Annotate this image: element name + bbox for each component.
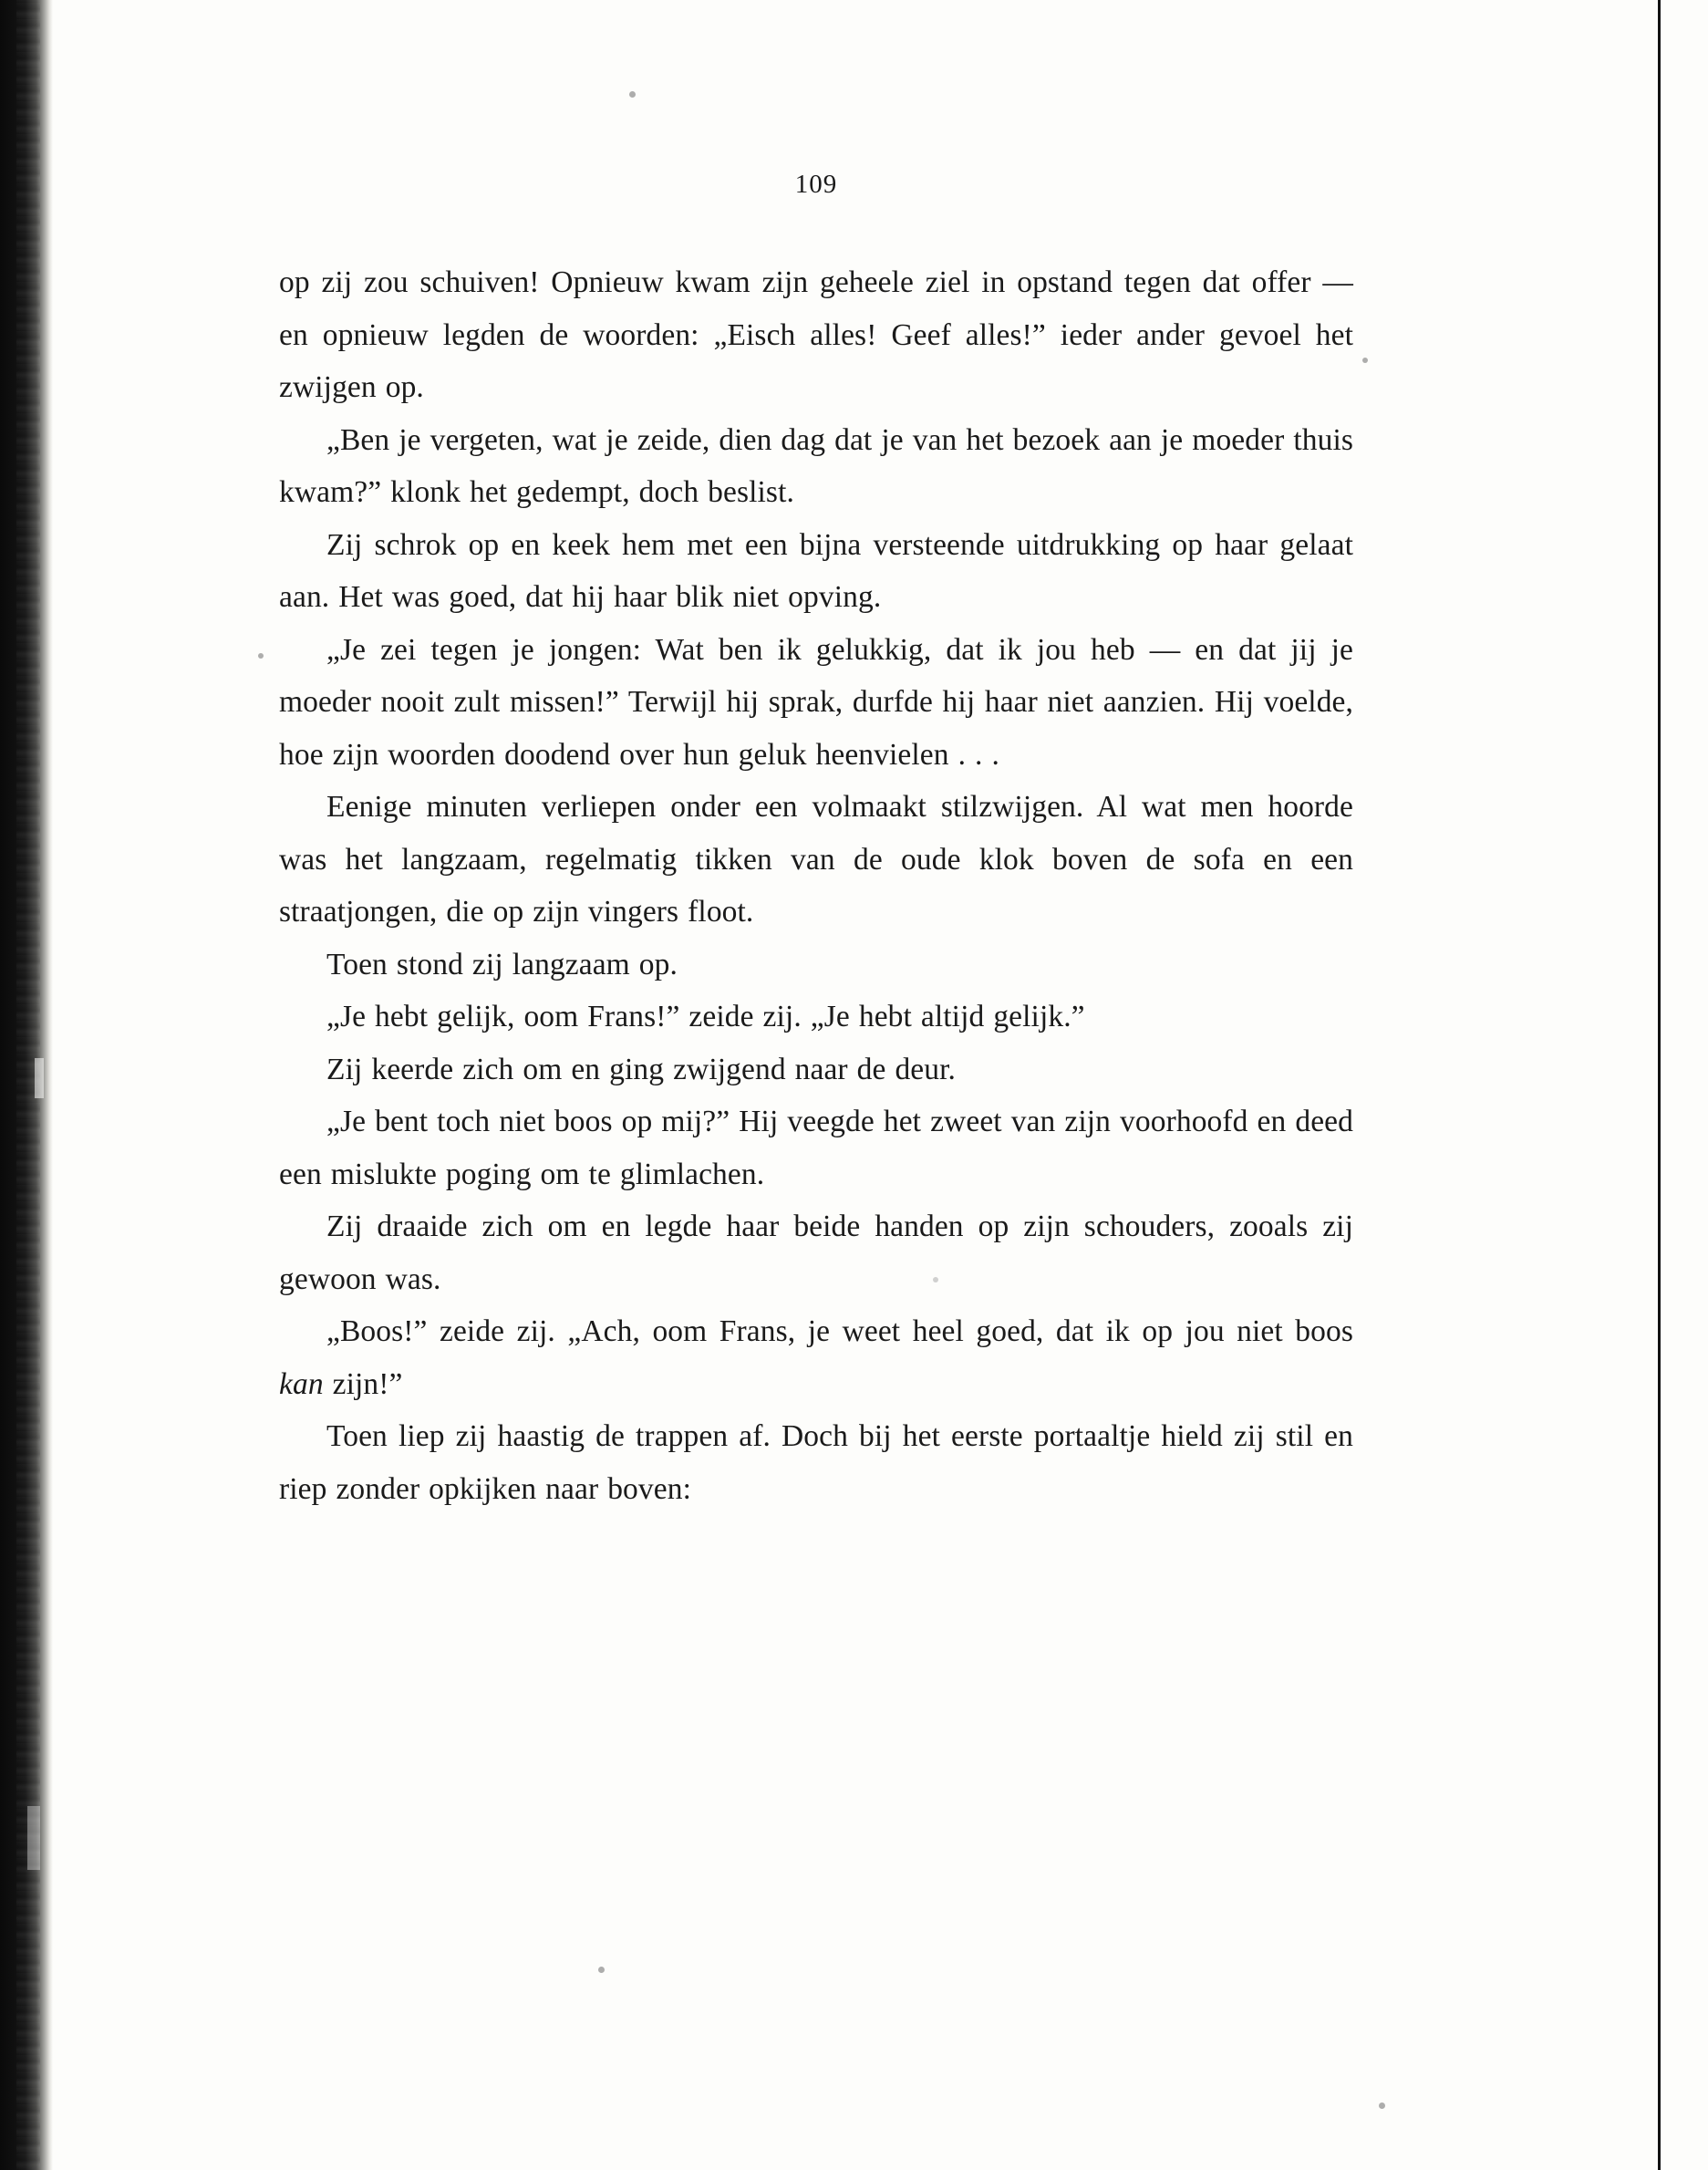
text-run: „Boos!” zeide zij. „Ach, oom Frans, je weet heel goed, dat ik op jou niet boos <box>326 1314 1353 1348</box>
emphasized-word: kan <box>279 1366 324 1401</box>
text-column <box>279 170 1353 1515</box>
scan-speck <box>629 91 636 98</box>
paragraph <box>279 256 1353 414</box>
text-run: op zij zou schuiven! Opnieuw kwam zijn geheele ziel in opstand tegen dat offer — en opnieuw legden de woorden: „Eisch alles! Geef alles!” ieder ander gevoel het zwijgen op. <box>279 265 1353 404</box>
text-run: „Je bent toch niet boos op mij?” Hij veegde het zweet van zijn voorhoofd en deed een mislukte poging om te glimlachen. <box>279 1105 1353 1191</box>
paragraph <box>279 414 1353 519</box>
paragraph <box>279 1043 1353 1096</box>
text-run: zijn!” <box>323 1366 403 1401</box>
text-run: Toen liep zij haastig de trappen af. Doch bij het eerste portaaltje hield zij stil en riep zonder opkijken naar boven: <box>279 1419 1353 1506</box>
paragraph <box>279 1410 1353 1515</box>
text-run: „Ben je vergeten, wat je zeide, dien dag dat je van het bezoek aan je moeder thuis kwam?” klonk het gedempt, doch beslist. <box>279 422 1353 509</box>
text-run: Toen stond zij langzaam op. <box>326 947 678 981</box>
paragraph <box>279 1095 1353 1200</box>
paragraph <box>279 1200 1353 1305</box>
text-run: Zij keerde zich om en ging zwijgend naar de deur. <box>326 1052 957 1086</box>
paragraph <box>279 939 1353 992</box>
text-run: „Je zei tegen je jongen: Wat ben ik gelukkig, dat ik jou heb — en dat jij je moeder nooit zult missen!” Terwijl hij sprak, durfde hij haar niet aanzien. Hij voelde, hoe zijn woorden doodend over hun geluk heenvielen . . . <box>279 632 1353 772</box>
text-run: „Je hebt gelijk, oom Frans!” zeide zij. „Je hebt altijd gelijk.” <box>326 1000 1085 1033</box>
spine-nick <box>27 1806 40 1870</box>
page-body-text <box>279 256 1353 1515</box>
scan-speck <box>1362 358 1368 363</box>
scan-speck <box>1379 2103 1385 2109</box>
page-number: 109 <box>794 170 838 199</box>
paragraph <box>279 1305 1353 1410</box>
paragraph <box>279 781 1353 939</box>
spine-nick <box>35 1058 44 1098</box>
text-run: Zij draaide zich om en legde haar beide handen op zijn schouders, zooals zij gewoon was. <box>279 1210 1353 1296</box>
page-edge-rule <box>1658 0 1661 2170</box>
text-run: Zij schrok op en keek hem met een bijna versteende uitdrukking op haar gelaat aan. Het was goed, dat hij haar blik niet opving. <box>279 527 1353 614</box>
scan-speck <box>598 1967 605 1973</box>
scan-speck <box>258 653 264 659</box>
paragraph <box>279 624 1353 782</box>
paragraph <box>279 991 1353 1043</box>
paragraph <box>279 519 1353 624</box>
text-run: Eenige minuten verliepen onder een volmaakt stilzwijgen. Al wat men hoorde was het langzaam, regelmatig tikken van de oude klok boven de sofa en een straatjongen, die op zijn vingers floot. <box>279 790 1353 929</box>
